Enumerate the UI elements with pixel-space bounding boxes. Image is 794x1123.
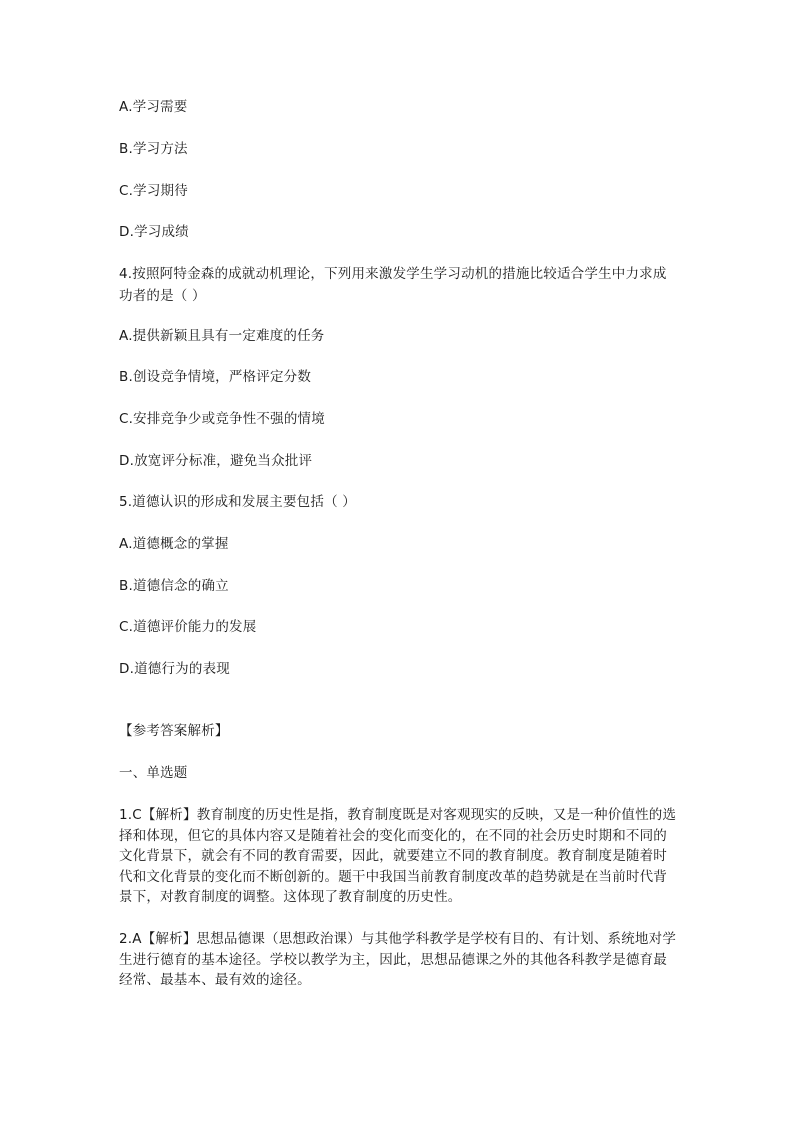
q5-option-c: C.道德评价能力的发展 (119, 619, 257, 635)
q3-option-b: B.学习方法 (119, 141, 188, 157)
answer-1-explanation: 1.C【解析】教育制度的历史性是指，教育制度既是对客观现实的反映，又是一种价值性的选择和体现，但它的具体内容又是随着社会的变化而变化的，在不同的社会历史时期和不同的文化背景下，就会有不同的教育需要，因此，就要建立不同的教育制度。教育制度是随着时代和文化背景的变化而不断创新的。题干中我国当前教育制度改革的趋势就是在当前时代背景下，对教育制度的调整。这体现了教育制度的历史性。 (119, 807, 677, 905)
answer-section-title: 【参考答案解析】 (119, 723, 229, 739)
answer-section-subtitle: 一、单选题 (119, 765, 188, 781)
q4-option-a: A.提供新颖且具有一定难度的任务 (119, 328, 325, 344)
q5-option-b: B.道德信念的确立 (119, 578, 229, 594)
q4-option-d: D.放宽评分标准，避免当众批评 (119, 453, 313, 469)
q5-option-a: A.道德概念的掌握 (119, 536, 229, 552)
q3-option-a: A.学习需要 (119, 99, 188, 115)
q3-option-c: C.学习期待 (119, 183, 188, 199)
q5-stem: 5.道德认识的形成和发展主要包括（ ） (119, 494, 356, 510)
q4-option-c: C.安排竞争少或竞争性不强的情境 (119, 411, 325, 427)
q4-option-b: B.创设竞争情境，严格评定分数 (119, 369, 312, 385)
answer-2-explanation: 2.A【解析】思想品德课（思想政治课）与其他学科教学是学校有目的、有计划、系统地对学生进行德育的基本途径。学校以教学为主，因此，思想品德课之外的其他各科教学是德育最经常、最基本、最有效的途径。 (119, 931, 677, 988)
q4-stem: 4.按照阿特金森的成就动机理论，下列用来激发学生学习动机的措施比较适合学生中力求成功者的是（ ） (119, 266, 667, 304)
q3-option-d: D.学习成绩 (119, 224, 189, 240)
q5-option-d: D.道德行为的表现 (119, 661, 230, 677)
